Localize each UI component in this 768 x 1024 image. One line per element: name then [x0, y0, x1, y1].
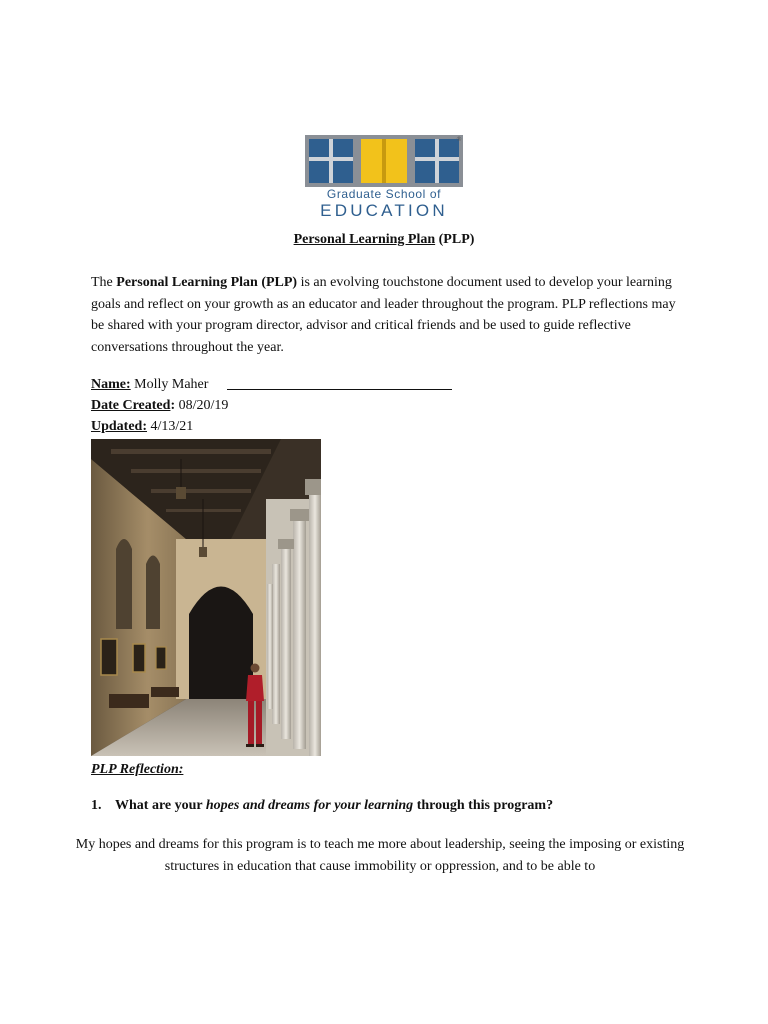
- reflection-heading: PLP Reflection:: [91, 762, 184, 777]
- date-created-label: Date Created: [91, 398, 171, 413]
- date-created-colon: :: [170, 398, 176, 413]
- logo-education-text: EDUCATION: [320, 201, 448, 220]
- intro-bold: Personal Learning Plan (PLP): [116, 275, 298, 290]
- question-1: [91, 798, 691, 814]
- title-main: Personal Learning Plan: [293, 232, 436, 247]
- title-suffix: (PLP): [435, 232, 475, 247]
- school-logo: [305, 135, 463, 223]
- answer-1: My hopes and dreams for this program is to teach me more about leadership, seeing the imposing or existing structures in education that cause immobility or oppression, and to be able to: [75, 837, 685, 874]
- question-number: 1.: [91, 798, 102, 813]
- logo-school-text: Graduate School of: [326, 187, 442, 201]
- date-created-value: 08/20/19: [175, 398, 229, 413]
- question-text-a: What are your: [115, 798, 206, 813]
- name-value: Molly Maher: [130, 377, 209, 392]
- question-text-emphasis: hopes and dreams for your learning: [205, 798, 414, 813]
- name-label: Name:: [91, 377, 131, 392]
- corridor-photo: [91, 439, 321, 756]
- logo-blocks-icon: [305, 135, 463, 187]
- name-field: [91, 374, 208, 395]
- intro-paragraph: [91, 272, 681, 358]
- date-created-field: [91, 395, 228, 416]
- intro-rest: is an evolving touchstone document used to develop your learning goals and reflect on your growth as an educator and leader throughout the program. PLP reflections may be shared with your program director, advisor and critical friends and be used to guide reflective conversations throughout the year.: [91, 275, 676, 355]
- registered-mark: ®: [456, 136, 462, 143]
- name-underline: [227, 389, 452, 390]
- intro-prefix: The: [91, 275, 117, 290]
- updated-value: 4/13/21: [147, 419, 194, 434]
- updated-label: Updated:: [91, 419, 148, 434]
- page-title: [0, 232, 768, 248]
- question-text-c: through this program?: [413, 798, 554, 813]
- updated-field: [91, 416, 193, 437]
